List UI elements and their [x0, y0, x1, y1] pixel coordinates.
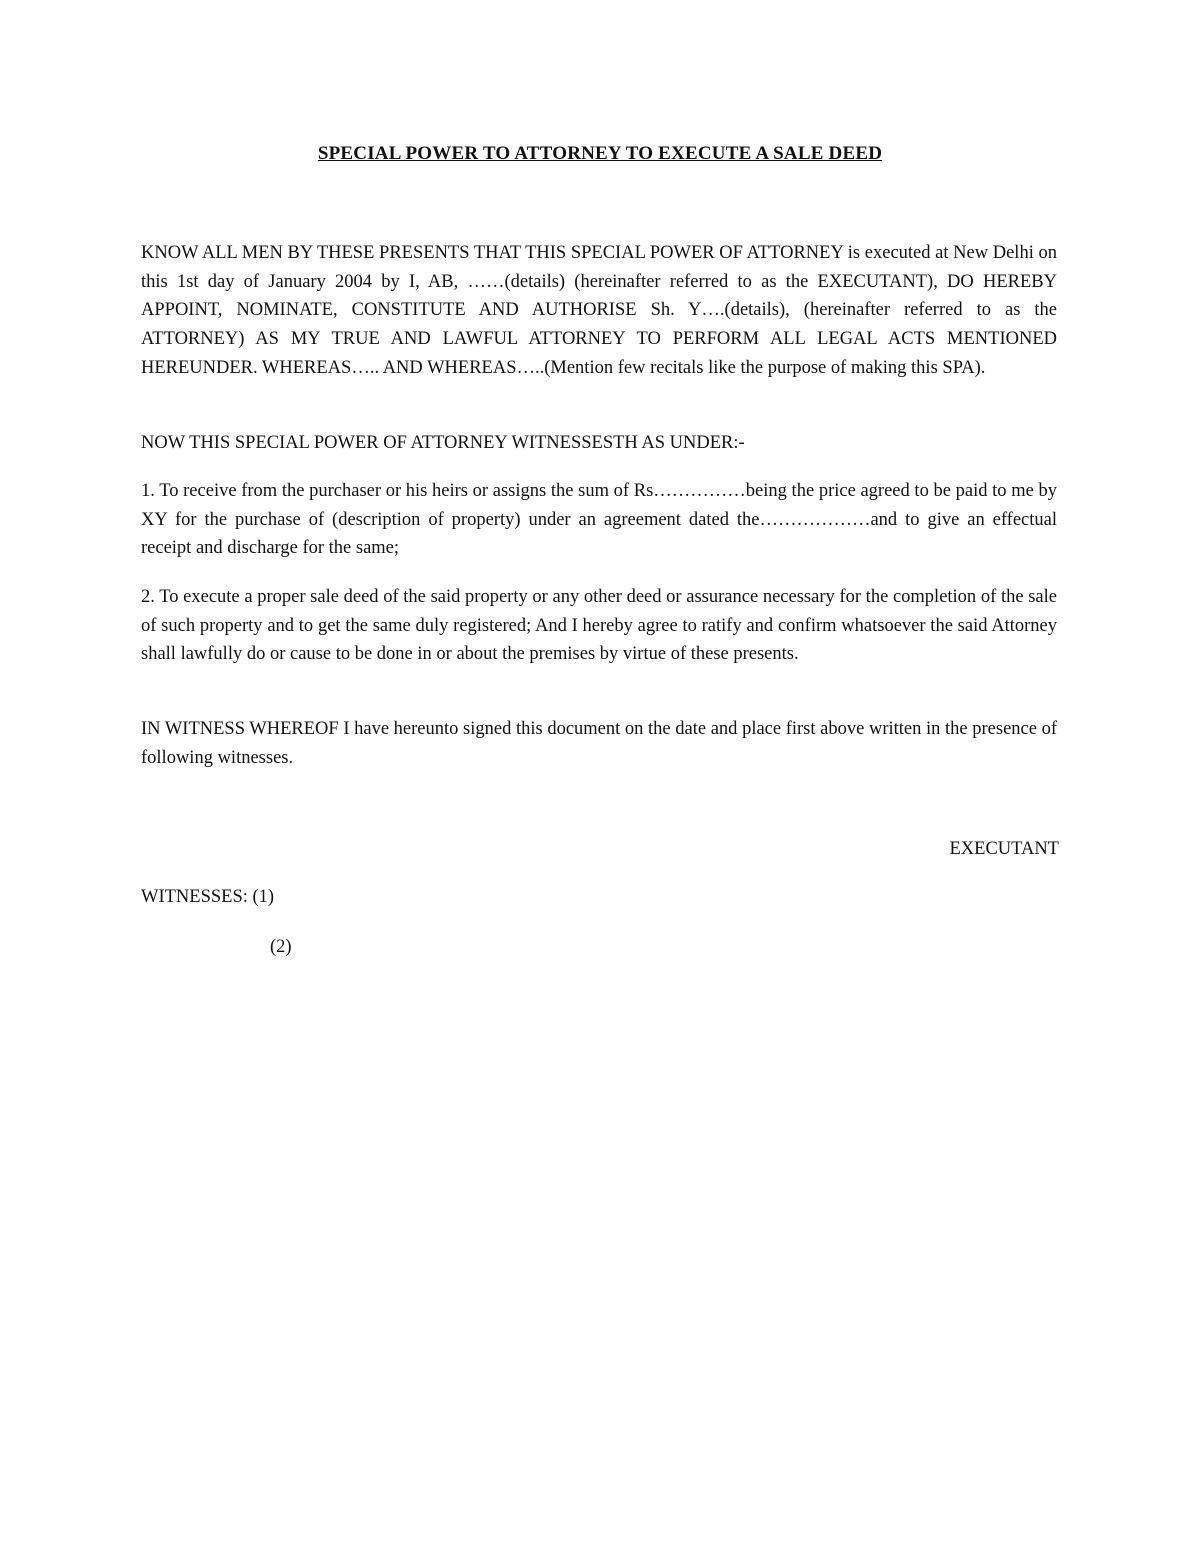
clause-2-paragraph: 2. To execute a proper sale deed of the said property or any other deed or assurance necessary for the completion of the sale of such property and to get the same duly registered; And I hereby agree to ratify and confirm whatsoever the said Attorney shall lawfully do or cause to be done in or about the premises by virtue of these presents.: [141, 587, 1057, 665]
document-title: SPECIAL POWER TO ATTORNEY TO EXECUTE A SALE DEED: [317, 143, 883, 164]
witnesses-label: WITNESSES: (1): [141, 887, 275, 907]
witness-2-label: (2): [270, 937, 292, 957]
witnesseth-heading: NOW THIS SPECIAL POWER OF ATTORNEY WITNESSESTH AS UNDER:-: [141, 433, 745, 453]
clause-1-paragraph: 1. To receive from the purchaser or his heirs or assigns the sum of Rs……………being the price agreed to be paid to me by XY for the purchase of (description of property) under an agreement dated the………………and to give an effectual receipt and discharge for the same;: [141, 481, 1057, 559]
executant-label: EXECUTANT: [949, 839, 1059, 859]
in-witness-paragraph: IN WITNESS WHEREOF I have hereunto signed this document on the date and place first above written in the presence of following witnesses.: [141, 719, 1057, 768]
preamble-paragraph: KNOW ALL MEN BY THESE PRESENTS THAT THIS SPECIAL POWER OF ATTORNEY is executed at New Delhi on this 1st day of January 2004 by I, AB, ……(details) (hereinafter referred to as the EXECUTANT), DO HEREBY APPOINT, NOMINATE, CONSTITUTE AND AUTHORISE Sh. Y….(details), (hereinafter referred to as the ATTORNEY) AS MY TRUE AND LAWFUL ATTORNEY TO PERFORM ALL LEGAL ACTS MENTIONED HEREUNDER. WHEREAS….. AND WHEREAS…..(Mention few recitals like the purpose of making this SPA).: [141, 243, 1057, 378]
